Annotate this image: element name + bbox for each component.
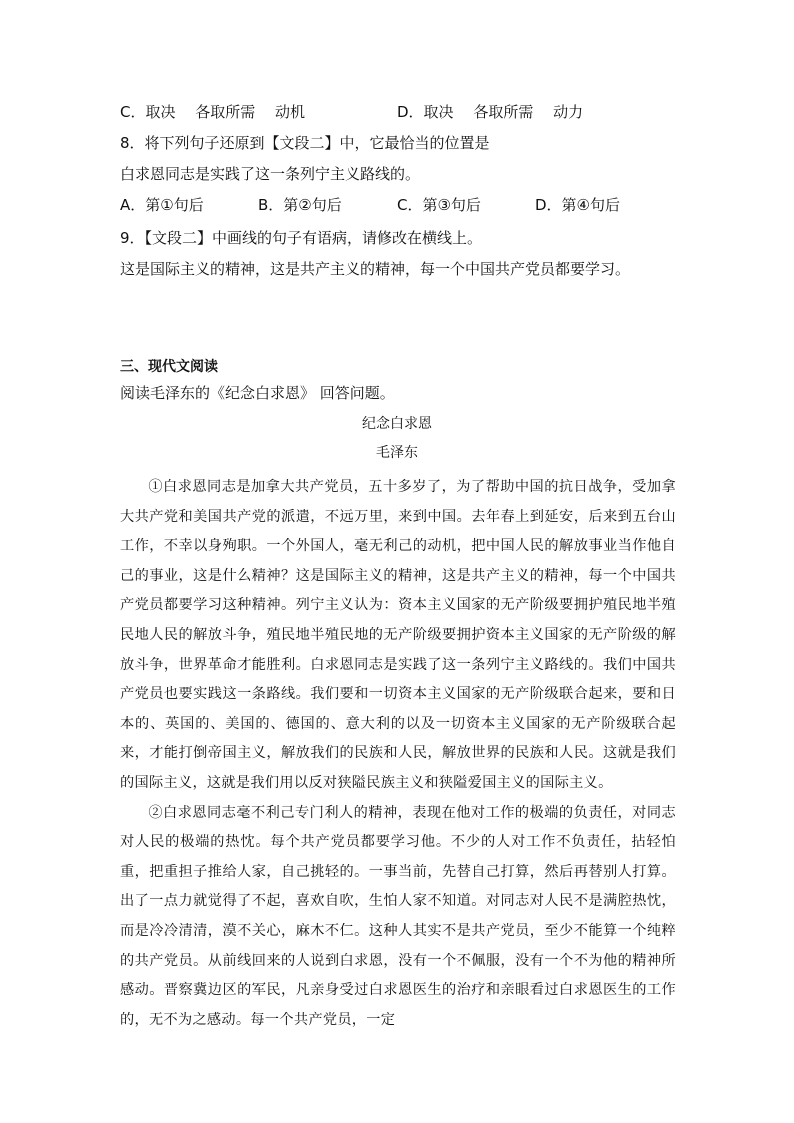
q8-option-c: C．第③句后 bbox=[397, 196, 481, 214]
essay-paragraph-2: ②白求恩同志毫不利己专门利人的精神，表现在他对工作的极端的负责任，对同志对人民的极端的热忱。每个共产党员都要学习他。不少的人对工作不负责任，拈轻怕重，把重担子推给人家，自己挑轻的。一事当前，先替自己打算，然后再替别人打算。出了一点力就觉得了不起，喜欢自吹，生怕人家不知道。对同志对人民不是满腔热忱，而是冷冷清清，漠不关心，麻木不仁。这种人其实不是共产党员，至少不能算一个纯粹的共产党员。从前线回来的人说到白求恩，没有一个不佩服，没有一个不为他的精神所感动。晋察冀边区的军民，凡亲身受过白求恩医生的治疗和亲眼看过白求恩医生的工作的，无不为之感动。每一个共产党员，一定 bbox=[120, 804, 676, 1028]
q9-sentence: 这是国际主义的精神，这是共产主义的精神，每一个中国共产党员都要学习。 bbox=[120, 260, 631, 278]
section-heading: 三、现代文阅读 bbox=[120, 359, 218, 375]
section-instruction: 阅读毛泽东的《纪念白求恩》 回答问题。 bbox=[120, 384, 395, 402]
essay-paragraph-1: ①白求恩同志是加拿大共产党员，五十多岁了，为了帮助中国的抗日战争，受加拿大共产党和美国共产党的派遣，不远万里，来到中国。去年春上到延安，后来到五台山工作，不幸以身殉职。一个外国人，毫无利己的动机，把中国人民的解放事业当作他自己的事业，这是什么精神？这是国际主义的精神，这是共产主义的精神，每一个中国共产党员都要学习这种精神。列宁主义认为：资本主义国家的无产阶级要拥护殖民地半殖民地人民的解放斗争，殖民地半殖民地的无产阶级要拥护资本主义国家的无产阶级的解放斗争，世界革命才能胜利。白求恩同志是实践了这一条列宁主义路线的。我们中国共产党员也要实践这一条路线。我们要和一切资本主义国家的无产阶级联合起来，要和日本的、英国的、美国的、德国的、意大利的以及一切资本主义国家的无产阶级联合起来，才能打倒帝国主义，解放我们的民族和人民，解放世界的民族和人民。这就是我们的国际主义，这就是我们用以反对狭隘民族主义和狭隘爱国主义的国际主义。 bbox=[120, 479, 676, 791]
essay-author: 毛泽东 bbox=[376, 445, 418, 461]
essay-title: 纪念白求恩 bbox=[362, 416, 432, 432]
q9-stem: 9．【文段二】中画线的句子有语病，请修改在横线上。 bbox=[120, 229, 483, 247]
essay-body bbox=[120, 473, 676, 1035]
q8-option-a: A．第①句后 bbox=[120, 196, 204, 214]
q7-option-c: C．取决 各取所需 动机 bbox=[120, 103, 306, 121]
q8-stem: 8．将下列句子还原到【文段二】中，它最恰当的位置是 bbox=[120, 134, 490, 152]
q8-sentence: 白求恩同志是实践了这一条列宁主义路线的。 bbox=[120, 165, 421, 183]
q8-option-d: D．第④句后 bbox=[535, 196, 620, 214]
q8-option-b: B．第②句后 bbox=[258, 196, 342, 214]
q7-option-d: D．取决 各取所需 动力 bbox=[397, 103, 584, 121]
